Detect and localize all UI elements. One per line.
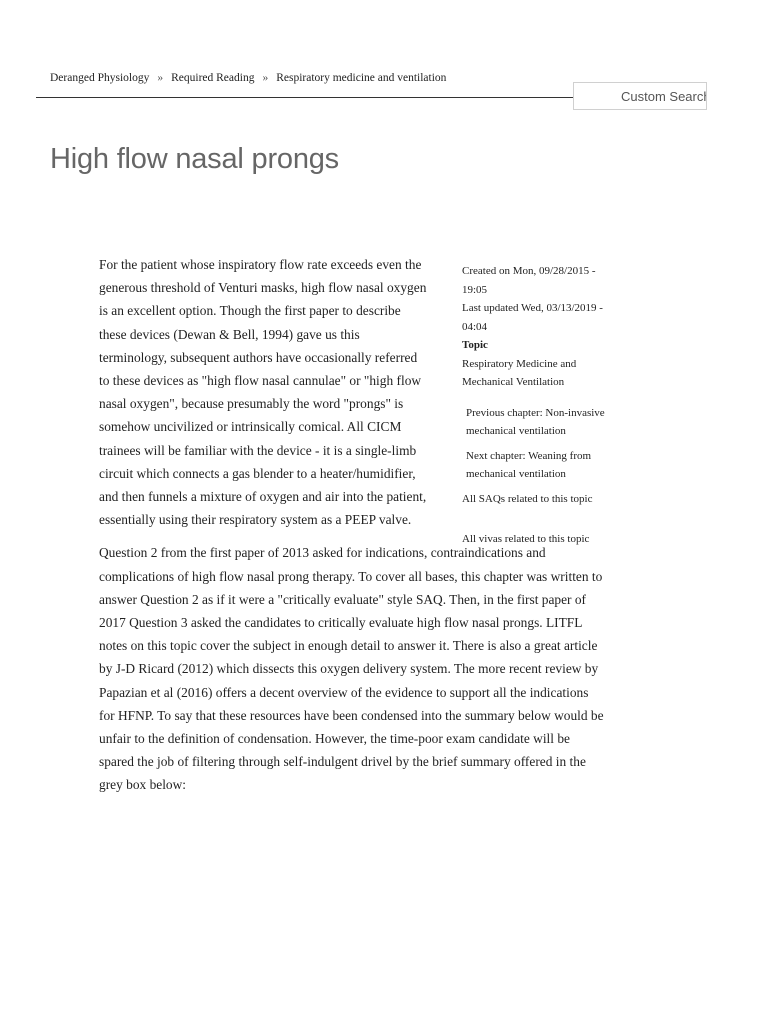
saqs-link[interactable]: All SAQs related to this topic xyxy=(462,492,593,505)
created-date: Created on Mon, 09/28/2015 - 19:05 xyxy=(462,265,596,296)
article-paragraph-exam: Question 2 from the first paper of 2013 asked for indications, contraindications and complications of high flow nasal prong therapy. To cover all bases, this chapter was written to answer Question 2 as if it were a "critically evaluate" style SAQ. Then, in the first paper of 2017 Question 3 asked the candidates to critically evaluate high flow nasal prongs. LITFL notes on this topic cover the subject in enough detail to answer it. There is also a great article by J-D Ricard (2012) which dissects this oxygen delivery system. The more recent review by Papazian et al (2016) offers a decent overview of the evidence to support all the indications for HFNP. To say that these resources have been condensed into the summary below would be unfair to the definition of condensation. However, the time-poor exam candidate will be spared the job of filtering through self-indulgent drivel by the brief summary offered in the grey box below: xyxy=(99,545,604,793)
next-chapter-link[interactable]: Next chapter: Weaning from mechanical ventilation xyxy=(466,449,592,480)
header-divider xyxy=(36,97,594,98)
previous-chapter-link[interactable]: Previous chapter: Non-invasive mechanical ventilation xyxy=(466,406,605,437)
search-input[interactable] xyxy=(574,83,706,109)
vivas-link[interactable]: All vivas related to this topic xyxy=(462,533,590,545)
breadcrumb-link-required-reading[interactable]: Required Reading xyxy=(171,72,255,84)
page-title: High flow nasal prongs xyxy=(50,143,339,175)
topic-label: Topic xyxy=(462,339,488,351)
breadcrumb-separator: » xyxy=(262,72,269,84)
breadcrumb-link-home[interactable]: Deranged Physiology xyxy=(50,72,150,84)
chapter-sidebar xyxy=(462,262,612,549)
breadcrumb-link-respiratory[interactable]: Respiratory medicine and ventilation xyxy=(276,72,447,84)
article-paragraph-intro: For the patient whose inspiratory flow rate exceeds even the generous threshold of Venturi masks, high flow nasal oxygen is an excellent option. Though the first paper to describe these devices (Dewan & Bell, 1994) gave us this terminology, subsequent authors have occasionally referred to these devices as "high flow nasal cannulae" or "high flow nasal oxygen", because presumably the word "prongs" is somehow uncivilized or intrinsically comical. All CICM trainees will be familiar with the device - it is a single-limb circuit which connects a gas blender to a heater/humidifier, and then funnels a mixture of oxygen and air into the patient, essentially using their respiratory system as a PEEP valve. xyxy=(99,257,427,528)
breadcrumb-separator: » xyxy=(157,72,164,84)
updated-date: Last updated Wed, 03/13/2019 - 04:04 xyxy=(462,302,603,333)
custom-search-box[interactable] xyxy=(573,82,707,110)
chapter-navigation xyxy=(462,404,612,484)
breadcrumb xyxy=(50,72,446,84)
topic-link[interactable]: Respiratory Medicine and Mechanical Ventilation xyxy=(462,357,577,388)
